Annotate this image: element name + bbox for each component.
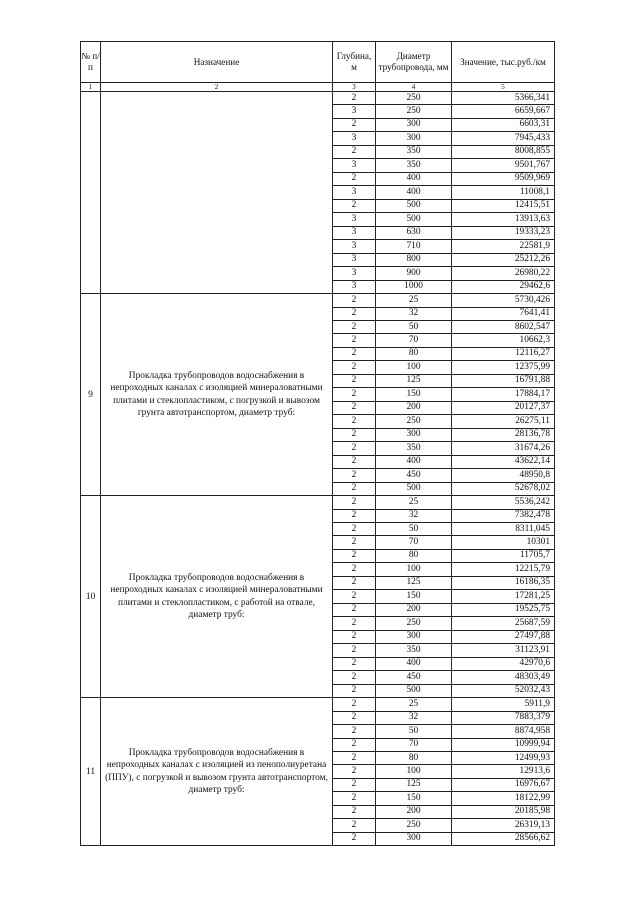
value-cell: 12499,93 [452, 751, 555, 764]
depth-cell: 2 [333, 819, 376, 832]
value-cell: 12415,51 [452, 199, 555, 212]
diameter-cell: 400 [376, 455, 452, 468]
value-cell: 20127,37 [452, 401, 555, 414]
table-body [81, 92, 555, 846]
diameter-cell: 50 [376, 523, 452, 536]
diameter-cell: 200 [376, 805, 452, 818]
diameter-cell: 125 [376, 576, 452, 589]
diameter-cell: 350 [376, 442, 452, 455]
value-cell: 8602,547 [452, 320, 555, 333]
depth-cell: 3 [333, 105, 376, 118]
diameter-cell: 710 [376, 240, 452, 253]
diameter-cell: 32 [376, 509, 452, 522]
cost-table [80, 41, 555, 846]
value-cell: 13913,63 [452, 213, 555, 226]
column-number-row [81, 83, 555, 92]
depth-cell: 2 [333, 442, 376, 455]
diameter-cell: 250 [376, 92, 452, 105]
column-number: 4 [376, 83, 452, 92]
depth-cell: 2 [333, 832, 376, 845]
depth-cell: 3 [333, 226, 376, 239]
value-cell: 28136,78 [452, 428, 555, 441]
depth-cell: 2 [333, 496, 376, 509]
depth-cell: 2 [333, 549, 376, 562]
diameter-cell: 125 [376, 374, 452, 387]
depth-cell: 2 [333, 792, 376, 805]
value-cell: 25212,26 [452, 253, 555, 266]
depth-cell: 2 [333, 603, 376, 616]
depth-cell: 3 [333, 159, 376, 172]
depth-cell: 2 [333, 711, 376, 724]
diameter-cell: 100 [376, 563, 452, 576]
diameter-cell: 250 [376, 617, 452, 630]
depth-cell: 2 [333, 725, 376, 738]
depth-cell: 2 [333, 374, 376, 387]
diameter-cell: 400 [376, 186, 452, 199]
depth-cell: 3 [333, 186, 376, 199]
item-description [101, 92, 333, 294]
column-number: 5 [452, 83, 555, 92]
table-row [81, 92, 555, 105]
depth-cell: 2 [333, 401, 376, 414]
value-cell: 9509,969 [452, 172, 555, 185]
value-cell: 29462,6 [452, 280, 555, 293]
diameter-cell: 80 [376, 549, 452, 562]
diameter-cell: 200 [376, 603, 452, 616]
diameter-cell: 450 [376, 671, 452, 684]
depth-cell: 2 [333, 361, 376, 374]
diameter-cell: 25 [376, 698, 452, 711]
diameter-cell: 25 [376, 294, 452, 307]
depth-cell: 3 [333, 253, 376, 266]
table-row [81, 698, 555, 711]
value-cell: 25687,59 [452, 617, 555, 630]
diameter-cell: 50 [376, 725, 452, 738]
depth-cell: 2 [333, 644, 376, 657]
value-cell: 18122,99 [452, 792, 555, 805]
value-cell: 11705,7 [452, 549, 555, 562]
value-cell: 10662,3 [452, 334, 555, 347]
depth-cell: 2 [333, 671, 376, 684]
diameter-cell: 300 [376, 118, 452, 131]
diameter-cell: 200 [376, 401, 452, 414]
diameter-cell: 500 [376, 199, 452, 212]
value-cell: 48303,49 [452, 671, 555, 684]
diameter-cell: 300 [376, 630, 452, 643]
value-cell: 26275,11 [452, 415, 555, 428]
diameter-cell: 400 [376, 657, 452, 670]
value-cell: 31123,91 [452, 644, 555, 657]
depth-cell: 2 [333, 778, 376, 791]
value-cell: 42970,6 [452, 657, 555, 670]
depth-cell: 2 [333, 415, 376, 428]
diameter-cell: 125 [376, 778, 452, 791]
depth-cell: 2 [333, 482, 376, 495]
depth-cell: 2 [333, 92, 376, 105]
table-row [81, 496, 555, 509]
item-number: 10 [81, 496, 101, 698]
diameter-cell: 100 [376, 361, 452, 374]
value-cell: 8008,855 [452, 145, 555, 158]
diameter-cell: 350 [376, 159, 452, 172]
diameter-cell: 25 [376, 496, 452, 509]
value-cell: 10999,94 [452, 738, 555, 751]
diameter-cell: 100 [376, 765, 452, 778]
depth-cell: 3 [333, 132, 376, 145]
diameter-cell: 630 [376, 226, 452, 239]
diameter-cell: 1000 [376, 280, 452, 293]
diameter-cell: 70 [376, 334, 452, 347]
header-value: Значение, тыс.руб./км [452, 42, 555, 83]
value-cell: 52678,02 [452, 482, 555, 495]
value-cell: 16186,35 [452, 576, 555, 589]
diameter-cell: 250 [376, 415, 452, 428]
depth-cell: 2 [333, 765, 376, 778]
value-cell: 26319,13 [452, 819, 555, 832]
table-row [81, 294, 555, 307]
depth-cell: 2 [333, 738, 376, 751]
value-cell: 6603,31 [452, 118, 555, 131]
value-cell: 43622,14 [452, 455, 555, 468]
depth-cell: 3 [333, 280, 376, 293]
value-cell: 6659,667 [452, 105, 555, 118]
depth-cell: 2 [333, 590, 376, 603]
diameter-cell: 300 [376, 132, 452, 145]
depth-cell: 2 [333, 617, 376, 630]
value-cell: 5911,9 [452, 698, 555, 711]
value-cell: 8874,958 [452, 725, 555, 738]
header-diameter: Диаметр трубопровода, мм [376, 42, 452, 83]
depth-cell: 2 [333, 334, 376, 347]
value-cell: 12913,6 [452, 765, 555, 778]
value-cell: 10301 [452, 536, 555, 549]
value-cell: 27497,88 [452, 630, 555, 643]
column-number: 2 [101, 83, 333, 92]
depth-cell: 2 [333, 576, 376, 589]
value-cell: 7382,478 [452, 509, 555, 522]
value-cell: 5730,426 [452, 294, 555, 307]
depth-cell: 2 [333, 657, 376, 670]
value-cell: 16976,67 [452, 778, 555, 791]
value-cell: 7641,41 [452, 307, 555, 320]
depth-cell: 2 [333, 199, 376, 212]
value-cell: 19525,75 [452, 603, 555, 616]
diameter-cell: 32 [376, 711, 452, 724]
value-cell: 9501,767 [452, 159, 555, 172]
depth-cell: 2 [333, 320, 376, 333]
depth-cell: 2 [333, 172, 376, 185]
header-depth: Глубина, м [333, 42, 376, 83]
column-number: 1 [81, 83, 101, 92]
depth-cell: 2 [333, 684, 376, 697]
header-num: № п/п [81, 42, 101, 83]
diameter-cell: 500 [376, 213, 452, 226]
depth-cell: 2 [333, 536, 376, 549]
value-cell: 16791,88 [452, 374, 555, 387]
diameter-cell: 150 [376, 590, 452, 603]
diameter-cell: 150 [376, 388, 452, 401]
diameter-cell: 500 [376, 482, 452, 495]
item-description: Прокладка трубопроводов водоснабжения в непроходных каналах с изоляцией минераловатными плитами и стеклопластиком, с работой на отвале, диаметр труб: [101, 496, 333, 698]
value-cell: 12116,27 [452, 347, 555, 360]
diameter-cell: 32 [376, 307, 452, 320]
value-cell: 52032,43 [452, 684, 555, 697]
depth-cell: 2 [333, 145, 376, 158]
diameter-cell: 800 [376, 253, 452, 266]
depth-cell: 2 [333, 751, 376, 764]
depth-cell: 2 [333, 805, 376, 818]
item-number [81, 92, 101, 294]
diameter-cell: 300 [376, 428, 452, 441]
value-cell: 5366,341 [452, 92, 555, 105]
diameter-cell: 450 [376, 469, 452, 482]
diameter-cell: 350 [376, 145, 452, 158]
value-cell: 7945,433 [452, 132, 555, 145]
value-cell: 26980,22 [452, 267, 555, 280]
item-number: 11 [81, 698, 101, 846]
diameter-cell: 250 [376, 819, 452, 832]
diameter-cell: 80 [376, 347, 452, 360]
depth-cell: 2 [333, 509, 376, 522]
depth-cell: 2 [333, 523, 376, 536]
item-description: Прокладка трубопроводов водоснабжения в непроходных каналах с изоляцией минераловатными плитами и стеклопластиком, с погрузкой и вывозом грунта автотранспортом, диаметр труб: [101, 294, 333, 496]
value-cell: 31674,26 [452, 442, 555, 455]
diameter-cell: 250 [376, 105, 452, 118]
depth-cell: 2 [333, 294, 376, 307]
value-cell: 17884,17 [452, 388, 555, 401]
diameter-cell: 50 [376, 320, 452, 333]
value-cell: 12375,99 [452, 361, 555, 374]
value-cell: 17281,25 [452, 590, 555, 603]
value-cell: 22581,9 [452, 240, 555, 253]
value-cell: 11008,1 [452, 186, 555, 199]
depth-cell: 3 [333, 267, 376, 280]
diameter-cell: 500 [376, 684, 452, 697]
depth-cell: 3 [333, 213, 376, 226]
depth-cell: 2 [333, 698, 376, 711]
value-cell: 19333,23 [452, 226, 555, 239]
value-cell: 8311,045 [452, 523, 555, 536]
column-number: 3 [333, 83, 376, 92]
value-cell: 7883,379 [452, 711, 555, 724]
diameter-cell: 400 [376, 172, 452, 185]
item-description: Прокладка трубопроводов водоснабжения в непроходных каналах с изоляцией из пенополиуретана (ППУ), с погрузкой и вывозом грунта автотранспортом, диаметр труб: [101, 698, 333, 846]
header-row [81, 42, 555, 83]
diameter-cell: 150 [376, 792, 452, 805]
item-number: 9 [81, 294, 101, 496]
value-cell: 28566,62 [452, 832, 555, 845]
diameter-cell: 300 [376, 832, 452, 845]
diameter-cell: 350 [376, 644, 452, 657]
depth-cell: 2 [333, 630, 376, 643]
value-cell: 12215,79 [452, 563, 555, 576]
depth-cell: 2 [333, 455, 376, 468]
depth-cell: 2 [333, 307, 376, 320]
depth-cell: 2 [333, 347, 376, 360]
diameter-cell: 70 [376, 738, 452, 751]
value-cell: 5536,242 [452, 496, 555, 509]
depth-cell: 2 [333, 469, 376, 482]
depth-cell: 2 [333, 428, 376, 441]
value-cell: 20185,98 [452, 805, 555, 818]
depth-cell: 3 [333, 240, 376, 253]
diameter-cell: 900 [376, 267, 452, 280]
depth-cell: 2 [333, 388, 376, 401]
depth-cell: 2 [333, 563, 376, 576]
header-name: Назначение [101, 42, 333, 83]
diameter-cell: 70 [376, 536, 452, 549]
depth-cell: 2 [333, 118, 376, 131]
value-cell: 48950,8 [452, 469, 555, 482]
diameter-cell: 80 [376, 751, 452, 764]
